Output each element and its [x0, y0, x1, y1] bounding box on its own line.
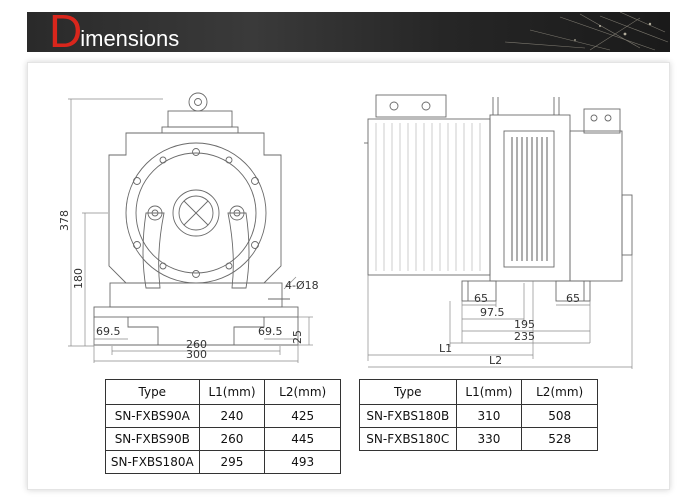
table-cell: 528 — [522, 428, 598, 451]
table-row — [360, 428, 598, 451]
dim-25: 25 — [291, 330, 304, 344]
table-cell: 425 — [265, 405, 341, 428]
table-header-cell: L1(mm) — [456, 380, 522, 405]
spec-table-1 — [105, 379, 341, 474]
table-header-cell: L2(mm) — [522, 380, 598, 405]
page-title — [49, 12, 179, 52]
dim-378: 378 — [58, 210, 71, 231]
table-row — [360, 405, 598, 428]
table-cell: SN-FXBS180B — [360, 405, 457, 428]
table-header-cell: Type — [106, 380, 200, 405]
table-cell: 508 — [522, 405, 598, 428]
table-header-cell: L2(mm) — [265, 380, 341, 405]
dim-260: 260 — [186, 338, 207, 351]
table-header-row — [106, 380, 341, 405]
sparks-decoration — [410, 12, 670, 52]
table-cell: 260 — [199, 428, 265, 451]
table-header-cell: L1(mm) — [199, 380, 265, 405]
table-row — [106, 451, 341, 474]
table-cell: SN-FXBS90A — [106, 405, 200, 428]
table-cell: SN-FXBS180A — [106, 451, 200, 474]
dim-65-right: 65 — [566, 292, 580, 305]
dim-235: 235 — [514, 330, 535, 343]
table-row — [106, 428, 341, 451]
technical-drawing — [28, 63, 671, 373]
table-cell: 295 — [199, 451, 265, 474]
table-cell: SN-FXBS90B — [106, 428, 200, 451]
header-banner — [27, 12, 670, 52]
table-cell: 310 — [456, 405, 522, 428]
title-initial: D — [49, 12, 83, 52]
side-view — [364, 95, 632, 301]
table-header-row — [360, 380, 598, 405]
dim-65-left: 65 — [474, 292, 488, 305]
dim-L1: L1 — [439, 342, 453, 355]
dim-L2: L2 — [489, 354, 503, 367]
dim-holes: 4-Ø18 — [285, 279, 319, 292]
dim-69-5-right: 69.5 — [258, 325, 283, 338]
table-row — [106, 405, 341, 428]
table-cell: 240 — [199, 405, 265, 428]
table-cell: 330 — [456, 428, 522, 451]
spec-table-2 — [359, 379, 598, 451]
dim-300: 300 — [186, 348, 207, 361]
drawing-panel — [27, 62, 670, 490]
table-header-cell: Type — [360, 380, 457, 405]
dim-97-5: 97.5 — [480, 306, 505, 319]
title-rest: imensions — [80, 26, 180, 51]
table-cell: 445 — [265, 428, 341, 451]
dim-69-5-left: 69.5 — [96, 325, 121, 338]
table-cell: SN-FXBS180C — [360, 428, 457, 451]
dim-180: 180 — [72, 268, 85, 289]
dim-195: 195 — [514, 318, 535, 331]
front-view — [94, 93, 298, 345]
table-cell: 493 — [265, 451, 341, 474]
